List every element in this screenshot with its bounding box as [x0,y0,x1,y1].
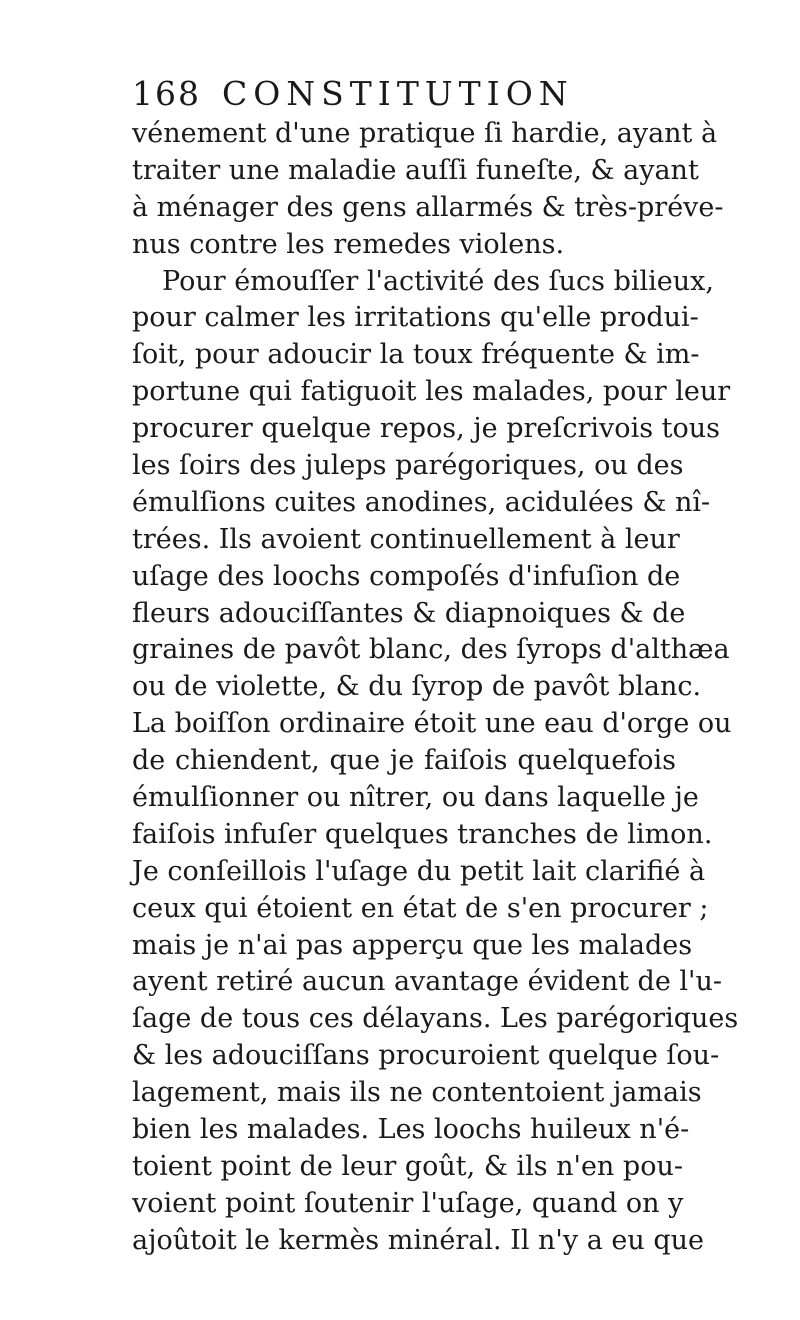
text-line: ſoit, pour adoucir la toux fréquente & im- [132,339,700,371]
text-line: les ſoirs des juleps parégoriques, ou des [132,450,684,482]
text-line: portune qui fatiguoit les malades, pour leur [132,376,731,408]
text-line: La boiſſon ordinaire étoit une eau d'orge ou [132,708,732,740]
text-line: toient point de leur goût, & ils n'en pou- [132,1150,683,1182]
text-line: mais je n'ai pas apperçu que les malades [132,929,693,961]
text-line: ayent retiré aucun avantage évident de l'u- [132,966,722,998]
text-line: ajoûtoit le kermès minéral. Il n'y a eu que [132,1224,704,1256]
running-head [132,74,692,118]
text-line: de chiendent, que je faiſois quelquefois [132,745,676,777]
body-text [132,116,739,1260]
paragraph-end-line: nus contre les remedes violens. [132,228,565,260]
text-line: uſage des loochs compoſés d'infuſion de [132,560,681,592]
text-line: bien les malades. Les loochs huileux n'é- [132,1114,690,1146]
text-line: émulſionner ou nîtrer, ou dans laquelle je [132,782,699,814]
page-number: 168 [132,74,201,113]
running-title: CONSTITUTION [222,74,574,113]
text-line: à ménager des gens allarmés & très-préve- [132,191,724,223]
text-line: vénement d'une pratique ſi hardie, ayant à [132,118,718,149]
text-line: trées. Ils avoient continuellement à leur [132,523,680,555]
text-line: faiſois infuſer quelques tranches de limon. [132,818,713,850]
text-line: pour calmer les irritations qu'elle produi- [132,302,699,334]
text-line: émulſions cuites anodines, acidulées & nî- [132,486,711,518]
text-line: traiter une maladie auſſi funeſte, & ayant [132,154,699,186]
text-line: lagement, mais ils ne contentoient jamais [132,1077,702,1109]
text-line: voient point ſoutenir l'uſage, quand on y [132,1187,684,1219]
text-line: & les adouciſſans procuroient quelque ſou- [132,1040,720,1072]
text-line: fleurs adouciſſantes & diapnoiques & de [132,597,686,629]
text-line: procurer quelque repos, je preſcrivois tous [132,413,720,445]
text-line: ſage de tous ces délayans. Les parégoriques [132,1003,739,1035]
paragraph-start-line: Pour émouſſer l'activité des ſucs bilieux, [162,265,714,297]
text-line: ou de violette, & du ſyrop de pavôt blanc. [132,671,702,703]
text-line: graines de pavôt blanc, des ſyrops d'althæa [132,634,730,666]
text-line: ceux qui étoient en état de s'en procurer ; [132,892,709,924]
text-line: Je conſeillois l'uſage du petit lait clarifié à [132,855,706,887]
